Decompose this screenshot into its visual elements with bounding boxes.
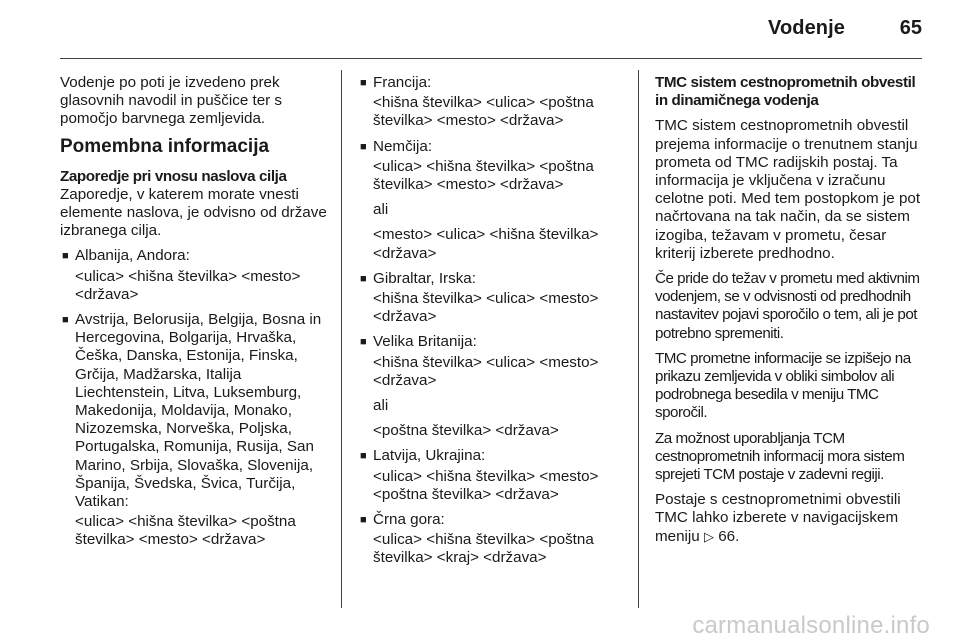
bullet-icon: ■ (360, 272, 367, 285)
address-format: <poštna številka> <država> (373, 422, 559, 440)
column-2 (358, 74, 626, 575)
list-item (358, 270, 626, 327)
column-1 (60, 74, 328, 557)
country-label: Francija: (373, 74, 432, 91)
list-item (358, 447, 626, 504)
country-label: Avstrija, Belorusija, Belgija, Bosna in Hercegovina, Bolgarija, Hrvaška, Češka, Danska, Estonija, Finska, Grčija, Madžarska, Italija Liechtenstein, Litva, Luksemburg, Makedonija, Moldavija, Monako, Nizozemska, Norveška, Poljska, Portugalska, Romunija, Rusija, San Marino, Srbija, Slovaška, Slovenija, Španija, Švedska, Švica, Turčija, Vatikan: (75, 311, 322, 511)
bullet-icon: ■ (360, 77, 367, 89)
watermark: carmanualsonline.info (692, 612, 930, 639)
bullet-icon: ■ (62, 314, 69, 327)
header-divider (60, 58, 922, 59)
country-list-1 (60, 247, 328, 549)
list-item (358, 74, 626, 131)
tmc-heading: TMC sistem cestnoprometnih obvestil in dinamičnega vodenja (655, 74, 916, 110)
format-separator: ali (373, 201, 389, 219)
page-title: Vodenje (767, 17, 845, 39)
section-heading: Pomembna informacija (60, 135, 270, 157)
bullet-icon: ■ (360, 450, 367, 463)
tmc-paragraph-5-text: Postaje s cestnoprometnimi obvestili TMC lahko izberete v navigacijskem meniju (655, 491, 901, 545)
bullet-icon: ■ (360, 140, 367, 153)
bullet-icon: ■ (360, 514, 367, 527)
country-label: Gibraltar, Irska: (373, 269, 476, 287)
address-format: <ulica> <hišna številka> <poštna številka> <mesto> <država> (75, 513, 296, 549)
format-separator: ali (373, 397, 389, 415)
address-format: <hišna številka> <ulica> <mesto> <država> (373, 290, 599, 326)
list-item (358, 138, 626, 263)
country-label: Črna gora: (373, 511, 445, 529)
list-item (358, 333, 626, 440)
intro-paragraph: Vodenje po poti je izvedeno prek glasovnih navodil in puščice ter s pomočjo barvnega zemljevida. (60, 74, 283, 128)
tmc-paragraph-2: Če pride do težav v prometu med aktivnim vodenjem, se v odvisnosti od predhodnih nastavitev pojavi sporočilo o tem, ali je pot potrebno spremeniti. (655, 270, 920, 342)
column-divider-2 (638, 70, 639, 608)
country-label: Velika Britanija: (373, 333, 477, 351)
country-label: Albanija, Andora: (75, 247, 190, 265)
tmc-paragraph-1: TMC sistem cestnoprometnih obvestil prejema informacije o trenutnem stanju prometa od TMC radijskih postaj. Ta informacija je vključena v izračunu celotne poti. Med tem postopkom je pot načrtovana na tak način, da se sistem izogiba, težavam v prometu, česar kriterij izberete predhodno. (655, 117, 921, 262)
page-number: 65 (899, 17, 922, 39)
address-format: <ulica> <hišna številka> <mesto> <poštna številka> <država> (373, 467, 599, 503)
tmc-paragraph-4: Za možnost uporabljanja TCM cestnoprometnih informacij mora sistem sprejeti TCM postaje v zadevni regiji. (655, 429, 905, 484)
list-item (358, 511, 626, 568)
page-reference[interactable]: 66. (718, 527, 740, 545)
bullet-icon: ■ (62, 250, 69, 263)
page-header (0, 0, 960, 60)
address-format: <hišna številka> <ulica> <poštna številka> <mesto> <država> (373, 94, 594, 130)
address-format: <ulica> <hišna številka> <poštna številka> <mesto> <država> (373, 157, 594, 194)
list-item (60, 311, 328, 550)
country-list-2 (358, 74, 626, 568)
column-3 (655, 74, 925, 553)
country-label: Nemčija: (373, 137, 433, 155)
tmc-paragraph-5 (655, 491, 925, 546)
column-divider-1 (341, 70, 342, 608)
address-format: <ulica> <hišna številka> <mesto> <država> (75, 267, 301, 303)
country-label: Latvija, Ukrajina: (373, 447, 486, 465)
address-format: <mesto> <ulica> <hišna številka> <država> (373, 226, 599, 262)
subheading: Zaporedje pri vnosu naslova cilja (60, 167, 287, 185)
address-order-paragraph: Zaporedje, v katerem morate vnesti elemente naslova, je odvisno od države izbranega cilja. (60, 185, 327, 240)
address-format: <ulica> <hišna številka> <poštna številka> <kraj> <država> (373, 531, 594, 567)
page-reference-icon: ▷ (703, 528, 714, 544)
tmc-paragraph-3: TMC prometne informacije se izpišejo na prikazu zemljevida v obliki simbolov ali podrobnega besedila v meniju TMC sporočil. (655, 349, 911, 422)
list-item (60, 247, 328, 304)
bullet-icon: ■ (360, 336, 367, 349)
address-format: <hišna številka> <ulica> <mesto> <država> (373, 353, 599, 389)
